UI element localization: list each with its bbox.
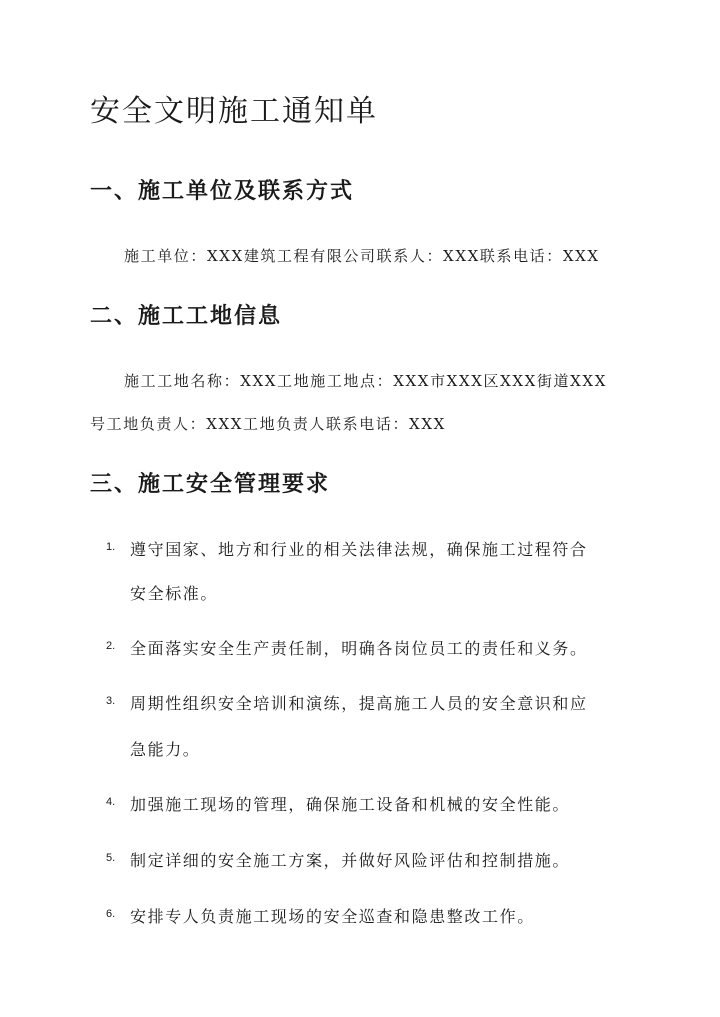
list-text: 制定详细的安全施工方案，并做好风险评估和控制措施。 xyxy=(130,851,571,870)
list-number: 2. xyxy=(106,640,116,652)
list-number: 4. xyxy=(106,796,116,808)
document-title: 安全文明施工通知单 xyxy=(90,94,378,129)
list-text: 加强施工现场的管理，确保施工设备和机械的安全性能。 xyxy=(130,795,571,814)
list-number: 5. xyxy=(106,852,116,864)
list-text: 遵守国家、地方和行业的相关法律法规，确保施工过程符合 xyxy=(130,540,588,559)
contact-info-line: 施工单位：XXX建筑工程有限公司联系人：XXX联系电话：XXX xyxy=(124,247,600,265)
list-text: 周期性组织安全培训和演练，提高施工人员的安全意识和应 xyxy=(130,694,588,713)
list-text: 安排专人负责施工现场的安全巡查和隐患整改工作。 xyxy=(130,907,535,926)
site-info-line-1: 施工工地名称：XXX工地施工地点：XXX市XXX区XXX街道XXX xyxy=(124,372,607,390)
site-info-line-2: 号工地负责人：XXX工地负责人联系电话：XXX xyxy=(90,415,446,433)
section-heading-contact: 一、施工单位及联系方式 xyxy=(90,178,355,204)
list-text-continuation: 安全标准。 xyxy=(130,584,219,603)
list-number: 1. xyxy=(106,541,116,553)
section-heading-requirements: 三、施工安全管理要求 xyxy=(90,471,331,497)
section-heading-site: 二、施工工地信息 xyxy=(90,303,283,329)
list-number: 3. xyxy=(106,695,116,707)
list-text: 全面落实安全生产责任制，明确各岗位员工的责任和义务。 xyxy=(130,639,588,658)
list-number: 6. xyxy=(106,908,116,920)
list-text-continuation: 急能力。 xyxy=(130,740,201,759)
